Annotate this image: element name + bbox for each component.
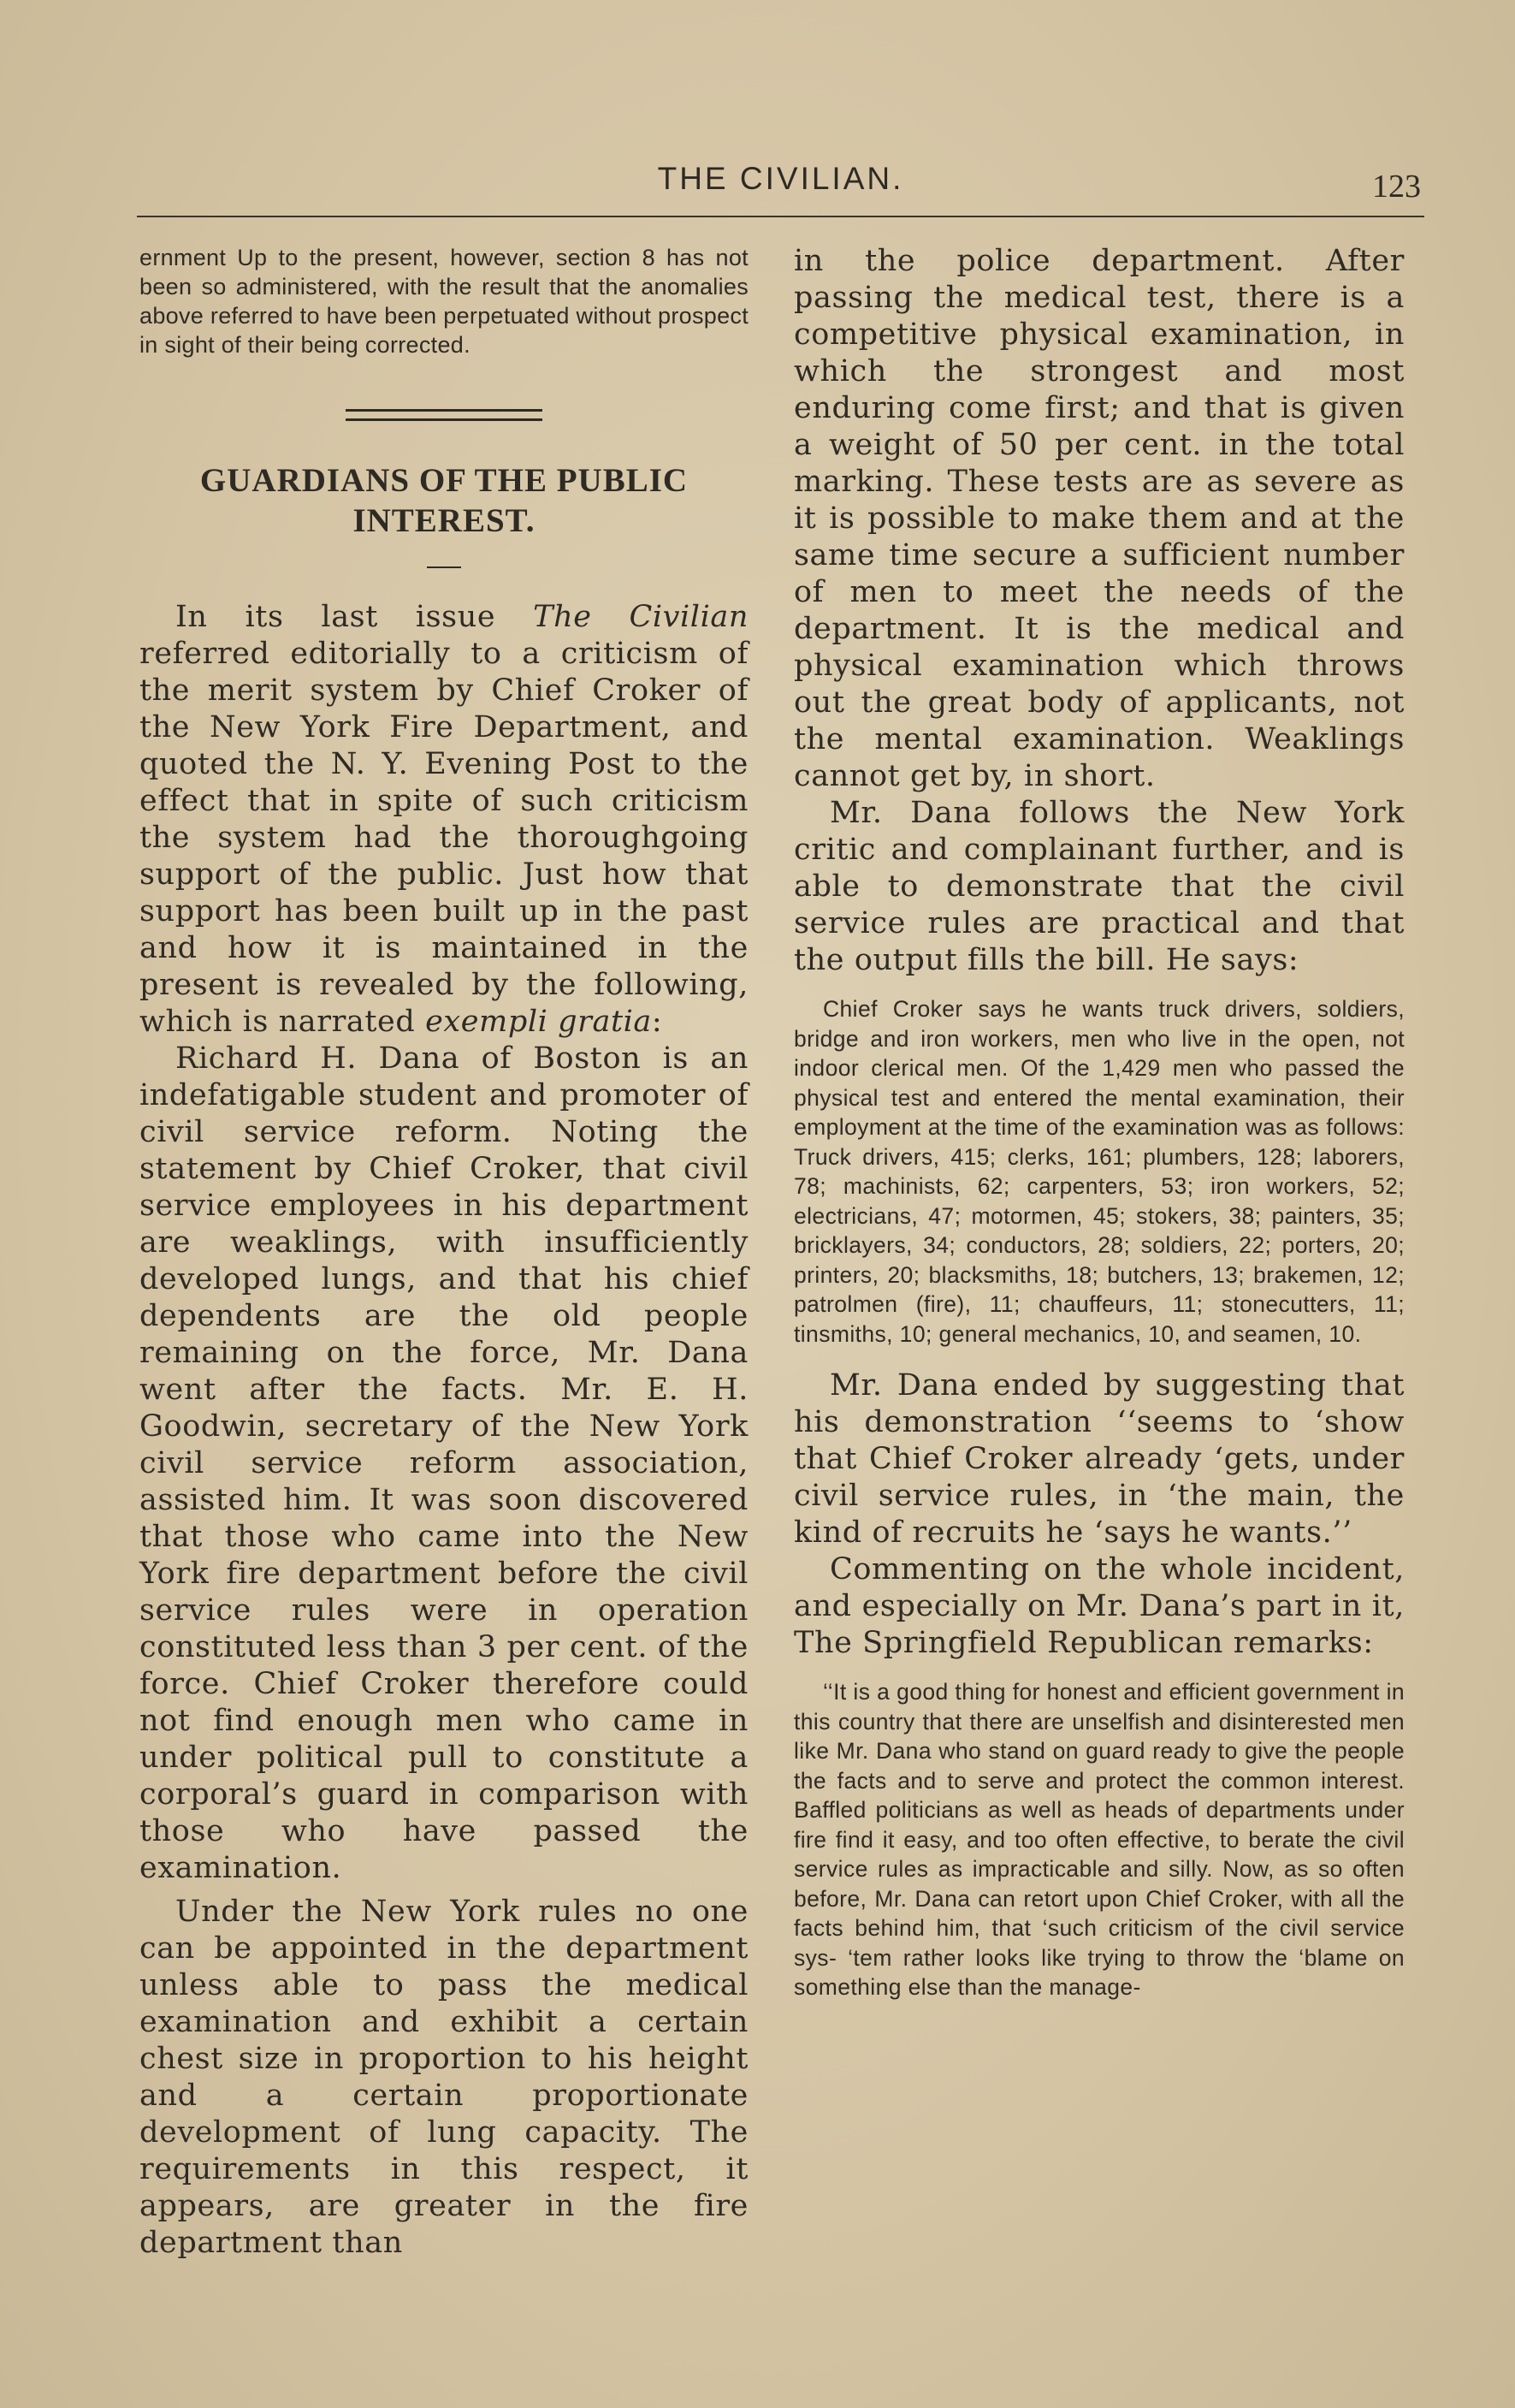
running-title: THE CIVILIAN.: [657, 161, 904, 196]
continuation-paragraph: ernment Up to the present, however, section 8 has not been so administered, with the result that the anomalies above referred to have been perpetuated without prospect in sight of their being corrected.: [139, 245, 749, 358]
page-header: [137, 156, 1424, 224]
right-column: [794, 243, 1405, 2021]
heading-rule: [427, 566, 461, 568]
article-paragraph: in the police department. After passing the medical test, there is a competitive physical examination, in which the strongest and most enduring come first; and that is given a weight of 50 per cent. in the total marking. These tests are as severe as it is possible to make them and at the same time secure a sufficient number of men to meet the needs of the department. It is the medical and physical examination which throws out the great body of applicants, not the mental examination. Weaklings cannot get by, in short.: [794, 244, 1405, 793]
block-quote: Chief Croker says he wants truck drivers, soldiers, bridge and iron workers, men who live in the open, not indoor clerical men. Of the 1,429 men who passed the physical test and entered the mental examination, their employment at the time of the examination was as follows: Truck drivers, 415; clerks, 161; plumbers, 128; laborers, 78; machinists, 62; carpenters, 53; iron workers, 52; electricians, 47; motormen, 45; stokers, 38; painters, 35; bricklayers, 34; conductors, 28; soldiers, 22; porters, 20; printers, 20; blacksmiths, 18; butchers, 13; brakemen, 12; patrolmen (fire), 11; chauffeurs, 11; stonecutters, 11; tinsmiths, 10; general mechanics, 10, and seamen, 10.: [794, 996, 1405, 1347]
article-paragraph: Under the New York rules no one can be appointed in the department unless able to pass the medical examination and exhibit a certain chest size in proportion to his height and a certain proportionate development of lung capacity. The requirements in this respect, it appears, are greater in the fire department than: [139, 1895, 749, 2260]
article-paragraph: Richard H. Dana of Boston is an indefatigable student and promoter of civil service reform. Noting the statement by Chief Croker, that civil service employees in his department are weaklings, with insufficiently developed lungs, and that his chief dependents are the old people remaining on the force, Mr. Dana went after the facts. Mr. E. H. Goodwin, secretary of the New York civil service reform association, assisted him. It was soon discovered that those who came into the New York fire department before the civil service rules were in operation constituted less than 3 per cent. of the force. Chief Croker therefore could not find enough men who came in under political pull to constitute a corporal’s guard in comparison with those who have passed the examination.: [139, 1041, 749, 1885]
section-divider: [346, 409, 542, 421]
article-paragraph: Mr. Dana ended by suggesting that his demonstration ‘‘seems to ‘show that Chief Croker already ‘gets, under civil service rules, in ‘the main, the kind of recruits he ‘says he wants.’’: [794, 1368, 1405, 1550]
article-paragraph: Mr. Dana follows the New York critic and complainant further, and is able to demonstrate that the civil service rules are practical and that the output fills the bill. He says:: [794, 796, 1405, 977]
page-number: 123: [1372, 169, 1421, 205]
left-column: [139, 243, 749, 2262]
article-paragraph: Commenting on the whole incident, and especially on Mr. Dana’s part in it, The Springfield Republican remarks:: [794, 1552, 1405, 1660]
article-heading: GUARDIANS OF THE PUBLIC INTEREST.: [199, 462, 689, 539]
header-rule: [137, 216, 1424, 217]
article-paragraph: In its last issue The Civilian referred editorially to a criticism of the merit system by Chief Croker of the New York Fire Department, and quoted the N. Y. Evening Post to the effect that in spite of such criticism the system had the thoroughgoing support of the public. Just how that support has been built up in the past and how it is maintained in the present is revealed by the following, which is narrated exempli gratia:: [139, 600, 749, 1039]
block-quote: ‘‘It is a good thing for honest and efficient government in this country that there are unselfish and disinterested men like Mr. Dana who stand on guard ready to give the people the facts and to serve and protect the common interest. Baffled politicians as well as heads of departments under fire find it easy, and too often effective, to berate the civil service rules as impracticable and silly. Now, as so often before, Mr. Dana can retort upon Chief Croker, with all the facts behind him, that ‘such criticism of the civil service sys- ‘tem rather looks like trying to throw the ‘blame on something else than the manage-: [794, 1679, 1405, 2000]
